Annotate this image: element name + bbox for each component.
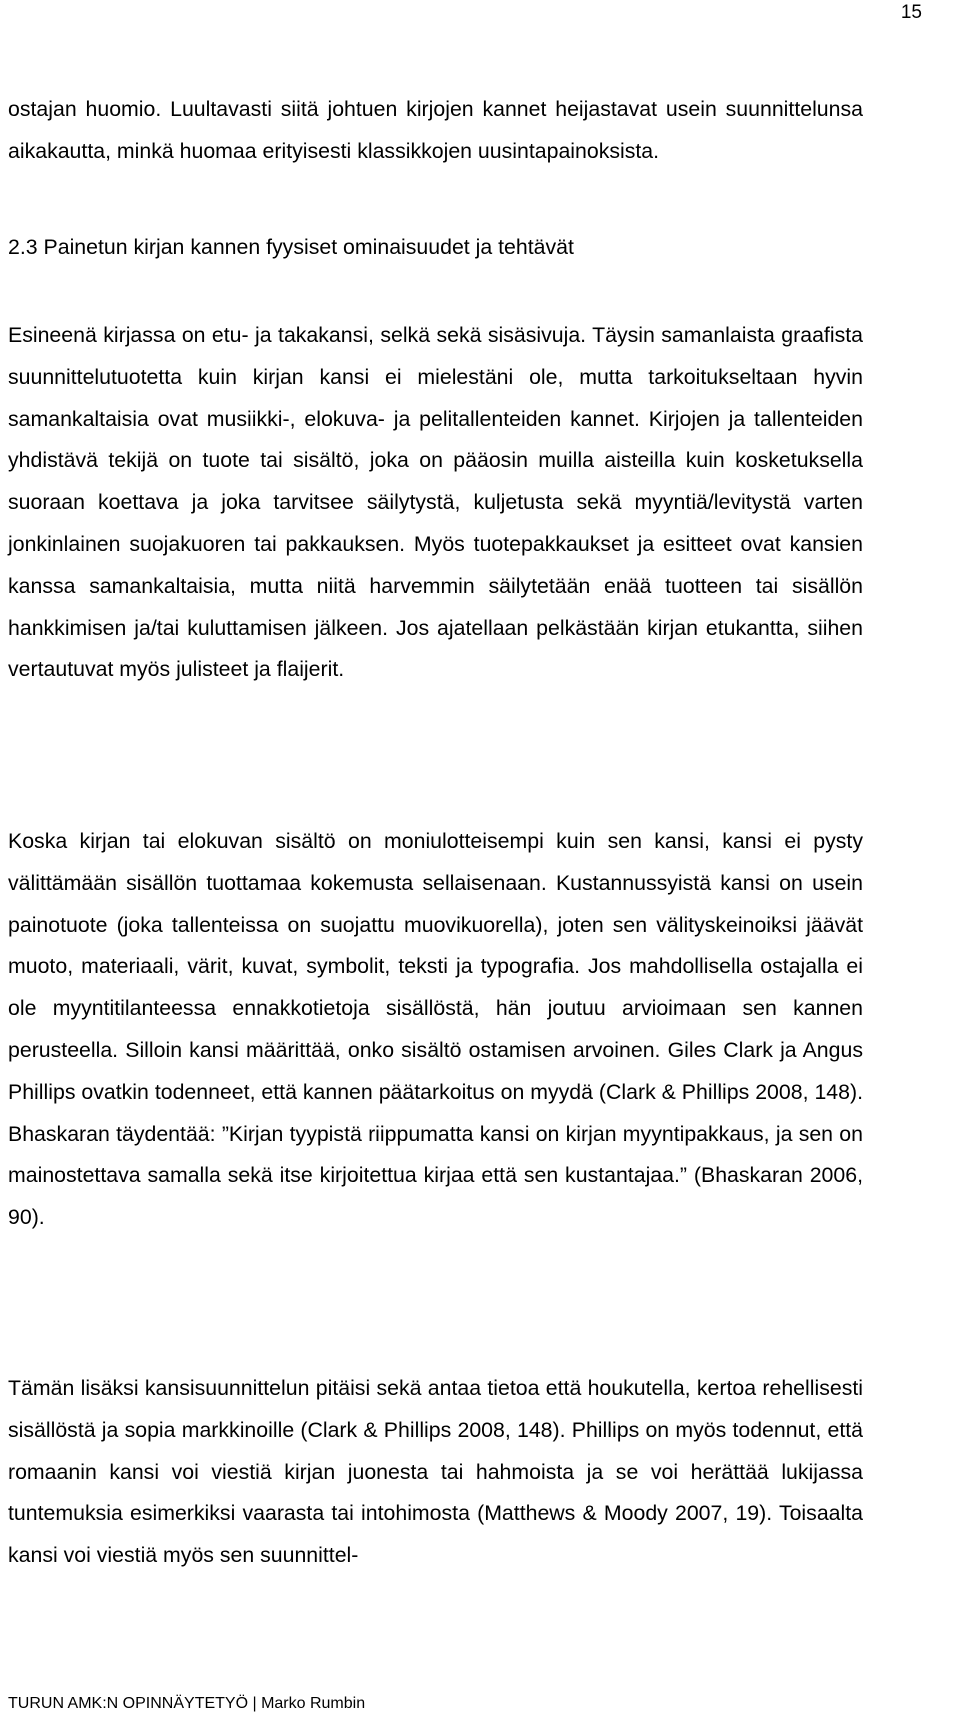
page-footer: TURUN AMK:N OPINNÄYTETYÖ | Marko Rumbin	[8, 1695, 366, 1712]
paragraph-cover-design-goals: Tämän lisäksi kansisuunnittelun pitäisi sekä antaa tietoa että houkutella, kertoa rehellisesti sisällöstä ja sopia markkinoille (Clark & Phillips 2008, 148). Phillips on myös todennut, että romaanin kansi voi viestiä kirjan juonesta tai hahmoista ja se voi herättää lukijassa tuntemuksia esimerkiksi vaarasta tai intohimosta (Matthews & Moody 2007, 19). Toisaalta kansi voi viestiä myös sen suunnittel-	[8, 1376, 863, 1568]
paragraph-cover-physical: Esineenä kirjassa on etu- ja takakansi, selkä sekä sisäsivuja. Täysin samanlaista graafista suunnittelutuotetta kuin kirjan kansi ei mielestäni ole, mutta tarkoitukseltaan hyvin samankaltaisia ovat musiikki-, elokuva- ja pelitallenteiden kannet. Kirjojen ja tallenteiden yhdistävä tekijä on tuote tai sisältö, joka on pääosin muilla aisteilla kuin kosketuksella suoraan koettava ja joka tarvitsee säilytystä, kuljetusta sekä myyntiä/levitystä varten jonkinlainen suojakuoren tai pakkauksen. Myös tuotepakkaukset ja esitteet ovat kansien kanssa samankaltaisia, mutta niitä harvemmin säilytetään enää tuotteen tai sisällön hankkimisen ja/tai kuluttamisen jälkeen. Jos ajatellaan pelkästään kirjan etukantta, siihen vertautuvat myös julisteet ja flaijerit.	[8, 323, 863, 682]
paragraph-continued: ostajan huomio. Luultavasti siitä johtuen kirjojen kannet heijastavat usein suunnittelunsa aikakautta, minkä huomaa erityisesti klassikkojen uusintapainoksista.	[8, 97, 863, 163]
paragraph-cover-purpose: Koska kirjan tai elokuvan sisältö on moniulotteisempi kuin sen kansi, kansi ei pysty välittämään sisällön tuottamaa kokemusta sellaisenaan. Kustannussyistä kansi on usein painotuote (joka tallenteissa on suojattu muovikuorella), joten sen välityskeinoiksi jäävät muoto, materiaali, värit, kuvat, symbolit, teksti ja typografia. Jos mahdollisella ostajalla ei ole myyntitilanteessa ennakkotietoja sisällöstä, hän joutuu arvioimaan sen kannen perusteella. Silloin kansi määrittää, onko sisältö ostamisen arvoinen. Giles Clark ja Angus Phillips ovatkin todenneet, että kannen päätarkoitus on myydä (Clark & Phillips 2008, 148). Bhaskaran täydentää: ”Kirjan tyypistä riippumatta kansi on kirjan myyntipakkaus, ja sen on mainostettava samalla sekä itse kirjoitettua kirjaa että sen kustantajaa.” (Bhaskaran 2006, 90).	[8, 829, 863, 1230]
section-heading: 2.3 Painetun kirjan kannen fyysiset ominaisuudet ja tehtävät	[8, 235, 574, 259]
page-number: 15	[900, 2, 922, 23]
